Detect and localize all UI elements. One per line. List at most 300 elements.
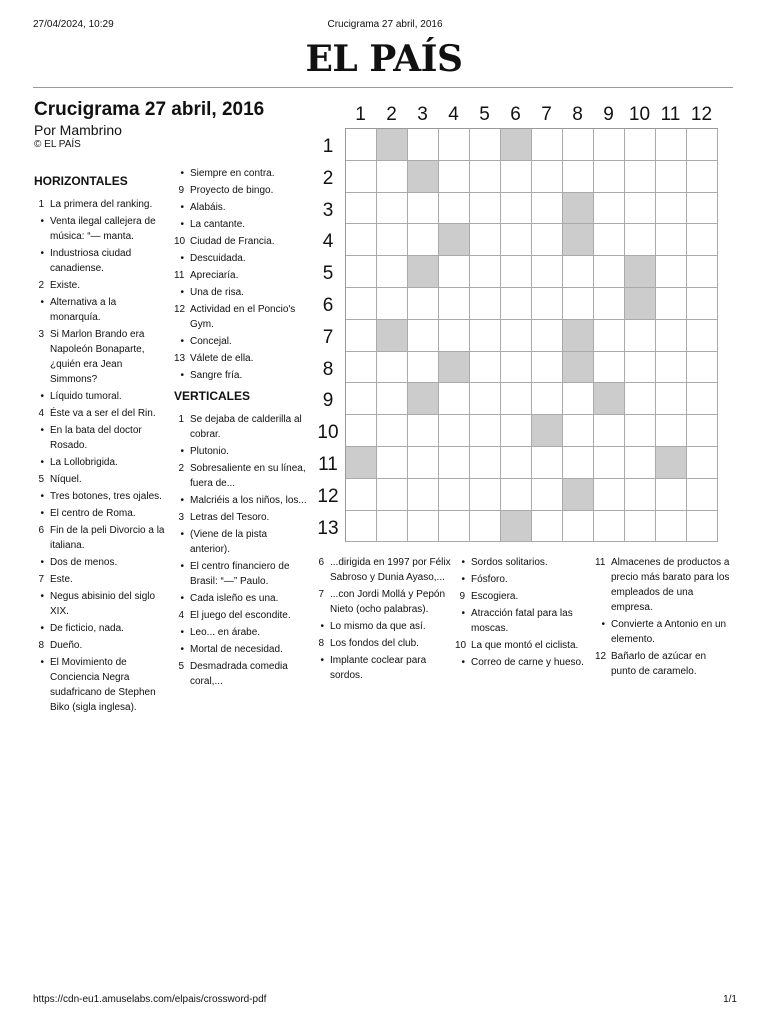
row-number: 12 — [317, 485, 339, 507]
grid-cell[interactable] — [346, 256, 377, 288]
row-number: 2 — [322, 167, 334, 189]
grid-cell[interactable] — [470, 193, 501, 225]
clue-number: • — [180, 561, 184, 572]
clue-text: Escogiera. — [471, 591, 519, 602]
clue-number: • — [180, 370, 184, 381]
grid-cell[interactable] — [532, 288, 563, 320]
grid-cell[interactable] — [377, 383, 408, 415]
grid-cell[interactable] — [501, 224, 532, 256]
horizontal-clue-list-cont — [174, 166, 308, 383]
clue-text: ...dirigida en 1997 por Félix Sabroso y Dunia Ayaso,... — [330, 557, 451, 583]
grid-cell[interactable] — [563, 129, 594, 161]
grid-cell[interactable] — [687, 447, 718, 479]
grid-cell[interactable] — [346, 352, 377, 384]
clue-item — [174, 608, 308, 623]
verticales-heading: VERTICALES — [174, 389, 251, 403]
crossword-grid — [345, 128, 718, 542]
clue-item — [174, 351, 308, 366]
grid-cell[interactable] — [439, 193, 470, 225]
clue-item — [34, 389, 169, 404]
grid-cell[interactable] — [377, 193, 408, 225]
grid-cell[interactable] — [656, 224, 687, 256]
grid-cell[interactable] — [594, 193, 625, 225]
grid-cell[interactable] — [439, 479, 470, 511]
black-cell — [563, 193, 594, 225]
grid-cell[interactable] — [656, 415, 687, 447]
grid-cell[interactable] — [594, 447, 625, 479]
clue-text: El centro financiero de Brasil: “—” Paulo. — [190, 561, 290, 587]
grid-cell[interactable] — [408, 352, 439, 384]
grid-cell[interactable] — [687, 383, 718, 415]
clue-text: Fin de la peli Divorcio a la italiana. — [50, 525, 165, 551]
grid-cell[interactable] — [687, 256, 718, 288]
grid-cell[interactable] — [470, 129, 501, 161]
header-divider — [33, 87, 733, 88]
clue-item — [595, 555, 733, 615]
row-number: 4 — [322, 231, 334, 253]
clue-number: 6 — [38, 525, 44, 536]
grid-cell[interactable] — [656, 320, 687, 352]
grid-cell[interactable] — [346, 193, 377, 225]
grid-cell[interactable] — [656, 161, 687, 193]
clue-number: 9 — [459, 591, 465, 602]
vertical-clue-list-cont-3 — [595, 555, 733, 679]
clue-text: Apreciaría. — [190, 270, 239, 281]
grid-cell[interactable] — [377, 161, 408, 193]
grid-cell[interactable] — [470, 320, 501, 352]
grid-cell[interactable] — [656, 352, 687, 384]
grid-cell[interactable] — [501, 447, 532, 479]
row-number: 7 — [322, 326, 334, 348]
grid-cell[interactable] — [625, 320, 656, 352]
clue-text: Tres botones, tres ojales. — [50, 491, 162, 502]
grid-cell[interactable] — [594, 129, 625, 161]
clue-number: • — [40, 425, 44, 436]
grid-cell[interactable] — [563, 447, 594, 479]
row-number: 3 — [322, 199, 334, 221]
clue-text: Si Marlon Brando era Napoleón Bonaparte, ¿quién era Jean Simmons? — [50, 329, 145, 385]
column-numbers — [345, 104, 717, 126]
grid-cell[interactable] — [687, 479, 718, 511]
grid-cell[interactable] — [656, 479, 687, 511]
grid-cell[interactable] — [563, 511, 594, 543]
clue-text: Alternativa a la monarquía. — [50, 297, 117, 323]
grid-cell[interactable] — [439, 161, 470, 193]
grid-cell[interactable] — [408, 415, 439, 447]
grid-cell[interactable] — [470, 224, 501, 256]
clue-item — [174, 527, 308, 557]
grid-cell[interactable] — [687, 193, 718, 225]
clue-number: • — [40, 508, 44, 519]
clue-number: 7 — [38, 574, 44, 585]
grid-cell[interactable] — [594, 511, 625, 543]
row-number: 8 — [322, 358, 334, 380]
grid-cell[interactable] — [563, 383, 594, 415]
black-cell — [563, 320, 594, 352]
grid-cell[interactable] — [532, 161, 563, 193]
grid-cell[interactable] — [687, 320, 718, 352]
clue-item — [174, 302, 308, 332]
clue-item — [174, 251, 308, 266]
grid-cell[interactable] — [625, 479, 656, 511]
grid-cell[interactable] — [501, 288, 532, 320]
clue-number: • — [180, 336, 184, 347]
clue-text: Dueño. — [50, 640, 83, 651]
grid-cell[interactable] — [594, 256, 625, 288]
grid-cell[interactable] — [470, 383, 501, 415]
clue-text: Dos de menos. — [50, 557, 118, 568]
grid-cell[interactable] — [346, 415, 377, 447]
clue-text: Desmadrada comedia coral,... — [190, 661, 288, 687]
black-cell — [501, 129, 532, 161]
black-cell — [594, 383, 625, 415]
black-cell — [563, 224, 594, 256]
black-cell — [408, 256, 439, 288]
grid-cell[interactable] — [408, 288, 439, 320]
grid-cell[interactable] — [594, 320, 625, 352]
grid-cell[interactable] — [563, 161, 594, 193]
grid-cell[interactable] — [687, 352, 718, 384]
grid-cell[interactable] — [501, 161, 532, 193]
grid-cell[interactable] — [532, 352, 563, 384]
grid-cell[interactable] — [656, 256, 687, 288]
grid-cell[interactable] — [346, 479, 377, 511]
black-cell — [532, 415, 563, 447]
clue-item — [34, 655, 169, 715]
vertical-clue-list — [174, 412, 308, 689]
clue-number: 7 — [318, 589, 324, 600]
grid-cell[interactable] — [408, 320, 439, 352]
clue-number: 12 — [595, 651, 607, 662]
clue-number: • — [40, 248, 44, 259]
clue-number: • — [40, 216, 44, 227]
column-number: 5 — [479, 104, 490, 125]
grid-cell[interactable] — [470, 161, 501, 193]
clue-number: 1 — [178, 414, 184, 425]
clue-item — [34, 638, 169, 653]
grid-cell[interactable] — [377, 256, 408, 288]
grid-cell[interactable] — [501, 415, 532, 447]
clue-item — [174, 559, 308, 589]
clue-item — [455, 589, 590, 604]
grid-cell[interactable] — [625, 447, 656, 479]
grid-cell[interactable] — [625, 383, 656, 415]
clue-item — [34, 246, 169, 276]
vertical-clue-list-cont-2 — [455, 555, 590, 670]
grid-cell[interactable] — [532, 129, 563, 161]
grid-cell[interactable] — [594, 352, 625, 384]
grid-cell[interactable] — [439, 447, 470, 479]
clue-item — [34, 295, 169, 325]
row-number: 10 — [317, 422, 339, 444]
clue-number: 4 — [178, 610, 184, 621]
grid-cell[interactable] — [656, 511, 687, 543]
clue-column-5 — [595, 555, 733, 681]
clue-number: • — [180, 644, 184, 655]
clue-text: Malcriéis a los niños, los... — [190, 495, 307, 506]
grid-cell[interactable] — [656, 193, 687, 225]
clue-item — [34, 572, 169, 587]
grid-cell[interactable] — [501, 383, 532, 415]
black-cell — [625, 256, 656, 288]
column-number: 10 — [628, 104, 651, 125]
clue-item — [455, 606, 590, 636]
clue-column-4 — [455, 555, 590, 672]
grid-cell[interactable] — [594, 415, 625, 447]
grid-cell[interactable] — [408, 193, 439, 225]
grid-cell[interactable] — [377, 352, 408, 384]
clue-item — [174, 461, 308, 491]
grid-cell[interactable] — [687, 511, 718, 543]
clue-number: 11 — [174, 270, 185, 281]
grid-cell[interactable] — [439, 288, 470, 320]
clue-item — [174, 412, 308, 442]
grid-cell[interactable] — [346, 288, 377, 320]
clue-text: Mortal de necesidad. — [190, 644, 283, 655]
grid-cell[interactable] — [439, 256, 470, 288]
clue-text: El centro de Roma. — [50, 508, 136, 519]
column-number: 12 — [690, 104, 713, 125]
grid-cell[interactable] — [346, 161, 377, 193]
clue-item — [455, 555, 590, 570]
clue-text: Almacenes de productos a precio más barato para los empleados de una empresa. — [611, 557, 730, 613]
grid-cell[interactable] — [532, 256, 563, 288]
grid-cell[interactable] — [594, 161, 625, 193]
horizontal-clue-list — [34, 197, 169, 715]
black-cell — [439, 352, 470, 384]
grid-cell[interactable] — [439, 511, 470, 543]
grid-cell[interactable] — [408, 224, 439, 256]
black-cell — [346, 447, 377, 479]
grid-cell[interactable] — [532, 320, 563, 352]
grid-cell[interactable] — [439, 320, 470, 352]
grid-cell[interactable] — [377, 511, 408, 543]
clue-number: 1 — [38, 199, 44, 210]
clue-item — [34, 506, 169, 521]
clue-item — [174, 625, 308, 640]
clue-text: Los fondos del club. — [330, 638, 419, 649]
grid-cell[interactable] — [470, 288, 501, 320]
grid-cell[interactable] — [687, 161, 718, 193]
row-number: 11 — [318, 453, 338, 475]
horizontales-heading: HORIZONTALES — [34, 174, 128, 188]
clue-number: • — [461, 557, 465, 568]
grid-cell[interactable] — [470, 479, 501, 511]
column-number: 9 — [603, 104, 614, 125]
grid-cell[interactable] — [687, 224, 718, 256]
grid-cell[interactable] — [346, 511, 377, 543]
grid-cell[interactable] — [377, 288, 408, 320]
grid-cell[interactable] — [532, 511, 563, 543]
clue-item — [34, 555, 169, 570]
grid-cell[interactable] — [439, 415, 470, 447]
grid-cell[interactable] — [346, 224, 377, 256]
clue-number: 2 — [38, 280, 44, 291]
grid-cell[interactable] — [625, 224, 656, 256]
el-pais-logo: EL PAÍS — [305, 38, 463, 80]
clue-item — [595, 617, 733, 647]
clue-item — [174, 217, 308, 232]
column-number: 3 — [417, 104, 428, 125]
grid-cell[interactable] — [470, 256, 501, 288]
clue-number: 13 — [174, 353, 186, 364]
grid-cell[interactable] — [656, 383, 687, 415]
clue-item — [34, 406, 169, 421]
clue-text: Descuidada. — [190, 253, 246, 264]
clue-number: • — [40, 391, 44, 402]
clue-number: • — [180, 253, 184, 264]
page-title: Crucigrama 27 abril, 2016 — [34, 99, 265, 120]
clue-number: • — [180, 627, 184, 638]
grid-cell[interactable] — [501, 193, 532, 225]
grid-cell[interactable] — [625, 193, 656, 225]
clue-text: Letras del Tesoro. — [190, 512, 270, 523]
column-number: 6 — [510, 104, 521, 125]
clue-text: Sobresaliente en su línea, fuera de... — [190, 463, 306, 489]
clue-text: Líquido tumoral. — [50, 391, 122, 402]
clue-text: Venta ilegal callejera de música: “— manta. — [50, 216, 156, 242]
clue-text: Sordos solitarios. — [471, 557, 548, 568]
grid-cell[interactable] — [408, 129, 439, 161]
grid-cell[interactable] — [439, 129, 470, 161]
grid-cell[interactable] — [532, 447, 563, 479]
clue-item — [174, 659, 308, 689]
grid-cell[interactable] — [687, 415, 718, 447]
grid-cell[interactable] — [625, 415, 656, 447]
clue-text: El Movimiento de Conciencia Negra sudafricano de Stephen Biko (sigla inglesa). — [50, 657, 156, 713]
grid-cell[interactable] — [377, 224, 408, 256]
clue-text: Negus abisinio del siglo XIX. — [50, 591, 156, 617]
clue-text: ...con Jordi Mollá y Pepón Nieto (ocho palabras). — [330, 589, 446, 615]
clue-item — [174, 334, 308, 349]
grid-cell[interactable] — [594, 479, 625, 511]
grid-cell[interactable] — [532, 193, 563, 225]
row-number: 6 — [322, 294, 334, 316]
clue-item — [174, 285, 308, 300]
clue-item — [174, 368, 308, 383]
grid-cell[interactable] — [563, 288, 594, 320]
clue-number: 5 — [38, 474, 44, 485]
clue-item — [174, 166, 308, 181]
clue-item — [34, 589, 169, 619]
grid-cell[interactable] — [408, 511, 439, 543]
clue-item — [174, 268, 308, 283]
clue-text: Siempre en contra. — [190, 168, 275, 179]
black-cell — [377, 129, 408, 161]
grid-cell[interactable] — [594, 288, 625, 320]
clue-number: • — [40, 557, 44, 568]
column-number: 2 — [386, 104, 397, 125]
clue-text: Implante coclear para sordos. — [330, 655, 427, 681]
grid-cell[interactable] — [439, 383, 470, 415]
grid-cell[interactable] — [470, 352, 501, 384]
grid-cell[interactable] — [625, 511, 656, 543]
grid-cell[interactable] — [408, 447, 439, 479]
clue-item — [174, 510, 308, 525]
grid-cell[interactable] — [656, 288, 687, 320]
column-number: 7 — [541, 104, 552, 125]
clue-number: • — [40, 623, 44, 634]
grid-cell[interactable] — [470, 447, 501, 479]
grid-cell[interactable] — [563, 256, 594, 288]
grid-cell[interactable] — [563, 415, 594, 447]
vertical-clue-list-cont-1 — [314, 555, 454, 683]
grid-cell[interactable] — [377, 447, 408, 479]
black-cell — [501, 511, 532, 543]
clue-text: Alabáis. — [190, 202, 226, 213]
grid-cell[interactable] — [377, 415, 408, 447]
clue-text: Válete de ella. — [190, 353, 254, 364]
source-url: https://cdn-eu1.amuselabs.com/elpais/crossword-pdf — [33, 994, 267, 1005]
grid-cell[interactable] — [501, 320, 532, 352]
grid-cell[interactable] — [346, 129, 377, 161]
column-number: 11 — [660, 104, 681, 125]
clue-text: Sangre fría. — [190, 370, 243, 381]
grid-cell[interactable] — [625, 352, 656, 384]
black-cell — [408, 383, 439, 415]
grid-cell[interactable] — [656, 129, 687, 161]
clue-number: 2 — [178, 463, 184, 474]
clue-item — [174, 591, 308, 606]
grid-cell[interactable] — [408, 479, 439, 511]
grid-cell[interactable] — [625, 129, 656, 161]
clue-number: • — [180, 287, 184, 298]
clue-item — [174, 444, 308, 459]
clue-number: • — [180, 593, 184, 604]
clue-item — [314, 653, 454, 683]
grid-cell[interactable] — [377, 479, 408, 511]
grid-cell[interactable] — [594, 224, 625, 256]
clue-item — [34, 472, 169, 487]
grid-cell[interactable] — [625, 161, 656, 193]
clue-text: Ciudad de Francia. — [190, 236, 275, 247]
grid-cell[interactable] — [687, 129, 718, 161]
clue-number: • — [40, 491, 44, 502]
clue-number: 11 — [595, 557, 606, 568]
clue-item — [455, 638, 590, 653]
row-number: 13 — [317, 517, 339, 539]
grid-cell[interactable] — [470, 415, 501, 447]
clue-number: • — [601, 619, 605, 630]
clue-text: Existe. — [50, 280, 81, 291]
black-cell — [656, 447, 687, 479]
clue-item — [174, 493, 308, 508]
clue-number: 10 — [174, 236, 186, 247]
grid-cell[interactable] — [501, 352, 532, 384]
clue-item — [34, 621, 169, 636]
grid-cell[interactable] — [501, 256, 532, 288]
row-number: 9 — [322, 390, 334, 412]
clue-item — [455, 572, 590, 587]
clue-item — [34, 197, 169, 212]
grid-cell[interactable] — [346, 320, 377, 352]
print-date: 27/04/2024, 10:29 — [33, 19, 114, 30]
clue-item — [174, 234, 308, 249]
grid-cell[interactable] — [470, 511, 501, 543]
column-number: 8 — [572, 104, 583, 125]
clue-number: 3 — [38, 329, 44, 340]
grid-cell[interactable] — [687, 288, 718, 320]
black-cell — [439, 224, 470, 256]
grid-cell[interactable] — [346, 383, 377, 415]
grid-cell[interactable] — [532, 479, 563, 511]
grid-cell[interactable] — [532, 383, 563, 415]
clue-column-3 — [314, 555, 454, 685]
grid-cell[interactable] — [532, 224, 563, 256]
grid-cell[interactable] — [501, 479, 532, 511]
clue-item — [174, 642, 308, 657]
black-cell — [625, 288, 656, 320]
